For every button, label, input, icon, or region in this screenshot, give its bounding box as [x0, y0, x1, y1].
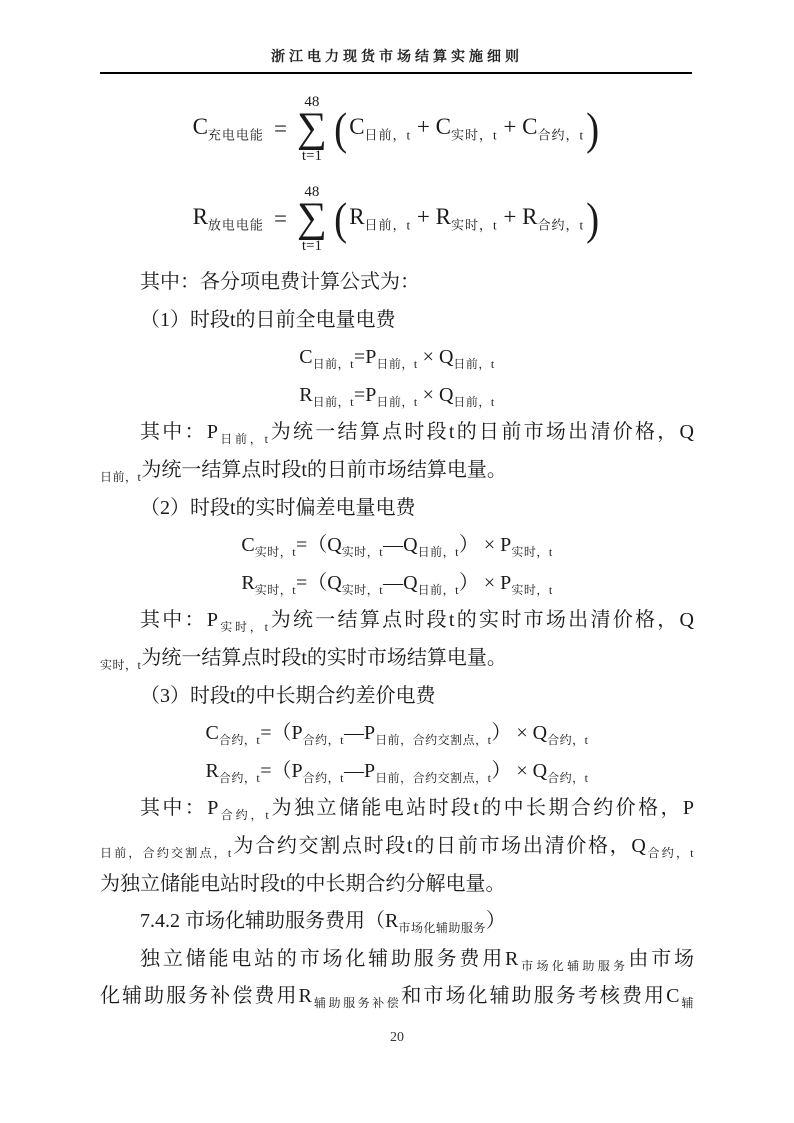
- page-number: 20: [390, 1030, 404, 1045]
- summation-symbol: [297, 184, 327, 255]
- formula-lhs: $R_{放电电能}$: [192, 204, 264, 233]
- open-paren: (: [334, 103, 348, 154]
- para-contract-line-2: $_{日前,合约交割点,t}$为合约交割点时段t的日前市场出清价格，$Q_{合约,t}$: [100, 834, 695, 860]
- para-contract-line-1: 其中：$P_{合约,t}$为独立储能电站时段t的中长期合约价格，P: [140, 797, 694, 823]
- para-ancillary-line-2: 化辅助服务补偿费用$R_{辅助服务补偿}$和市场化辅助服务考核费用$C_辅$: [100, 985, 694, 1011]
- item-2-heading: （2）时段t的实时偏差电量电费: [140, 496, 416, 519]
- formula-body: $R_{日前,t} + R_{实时,t} + R_{合约,t}$: [349, 204, 585, 233]
- open-paren: (: [334, 193, 348, 244]
- formula-r-contract: $R_{合约,t}=(P_{合约,t}—P_{日前,合约交割点,t}) \times Q_{合约,t}$: [205, 759, 589, 785]
- sigma-icon: ∑: [296, 105, 327, 152]
- formula-charge-energy: [100, 84, 694, 174]
- header-divider: [100, 72, 692, 74]
- item-3-heading: （3）时段t的中长期合约差价电费: [140, 684, 436, 707]
- formula-r-realtime: $R_{实时,t}=(Q_{实时,t}—Q_{日前,t}) \times P_{实时,t}$: [241, 571, 553, 597]
- equals-sign: =: [273, 206, 287, 231]
- formula-body: $C_{日前,t} + C_{实时,t} + C_{合约,t}$: [349, 114, 585, 143]
- formula-c-contract: $C_{合约,t}=(P_{合约,t}—P_{日前,合约交割点,t}) \times Q_{合约,t}$: [205, 722, 589, 748]
- para-realtime-line-1: 其中：$P_{实时,t}$为统一结算点时段t的实时市场出清价格，Q: [140, 609, 695, 635]
- section-heading-7-4-2: 7.4.2 市场化辅助服务费用$(R_{市场化辅助服务})$: [140, 910, 506, 936]
- sigma-icon: ∑: [296, 195, 327, 242]
- note-intro-line: 其中：各分项电费计算公式为：: [140, 271, 420, 293]
- page-content: [100, 84, 694, 1016]
- para-realtime-line-2: $_{实时,t}$为统一结算点时段t的实时市场结算电量。: [100, 646, 507, 672]
- formula-c-realtime: $C_{实时,t}=(Q_{实时,t}—Q_{日前,t}) \times P_{实时,t}$: [241, 534, 553, 560]
- sum-upper-limit: 48: [304, 93, 320, 110]
- page-header-title: 浙江电力现货市场结算实施细则: [271, 50, 523, 65]
- formula-r-dayahead: $R_{日前,t}=P_{日前,t} \times Q_{日前,t}$: [299, 383, 495, 409]
- sum-upper-limit: 48: [304, 183, 320, 200]
- para-ancillary-line-1: 独立储能电站的市场化辅助服务费用$R_{市场化辅助服务}$由市场: [140, 947, 695, 973]
- close-paren: ): [586, 193, 600, 244]
- summation-symbol: [297, 94, 327, 165]
- formula-c-dayahead: $C_{日前,t}=P_{日前,t} \times Q_{日前,t}$: [299, 346, 495, 372]
- para-dayahead-line-2: $_{日前,t}$为统一结算点时段t的日前市场结算电量。: [100, 458, 507, 484]
- para-dayahead-line-1: 其中：$P_{日前,t}$为统一结算点时段t的日前市场出清价格，Q: [140, 421, 695, 447]
- para-contract-line-3: 为独立储能电站时段t的中长期合约分解电量。: [100, 872, 506, 895]
- item-1-heading: （1）时段t的日前全电量电费: [140, 308, 396, 331]
- close-paren: ): [586, 103, 600, 154]
- sum-lower-limit: t=1: [301, 237, 322, 254]
- formula-lhs: $C_{充电电能}$: [192, 114, 264, 143]
- formula-discharge-energy: [100, 174, 694, 264]
- sum-lower-limit: t=1: [301, 147, 322, 164]
- equals-sign: =: [273, 116, 287, 141]
